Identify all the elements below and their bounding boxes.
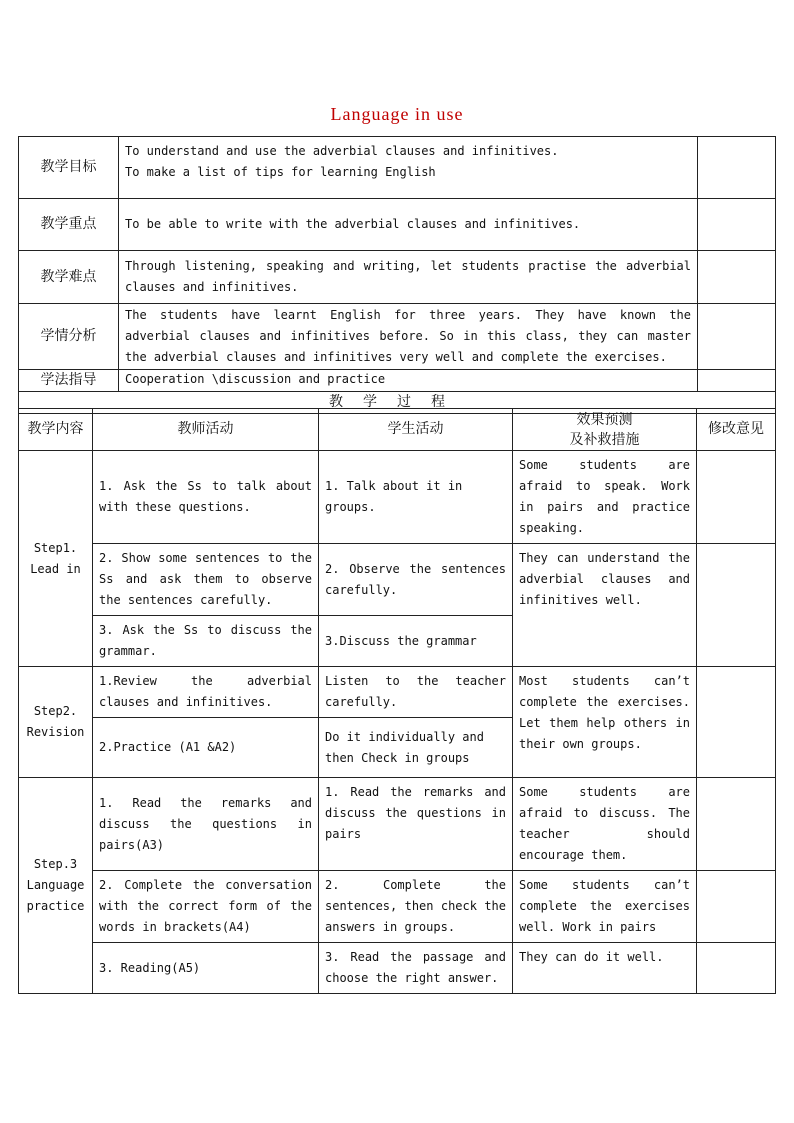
- label-method: 学法指导: [19, 370, 119, 392]
- revision-cell: [697, 871, 776, 943]
- student-activity: 3.Discuss the grammar: [319, 616, 513, 667]
- header-student: 学生活动: [319, 409, 513, 451]
- blank-cell: [698, 370, 776, 392]
- header-effect-line: 效果预测: [576, 411, 633, 428]
- key-points-text: To be able to write with the adverbial clauses and infinitives.: [119, 199, 698, 251]
- effect-note: Some students are afraid to speak. Work in pairs and practice speaking.: [513, 451, 697, 544]
- student-activity: Listen to the teacher carefully.: [319, 667, 513, 718]
- student-activity: 3. Read the passage and choose the right answer.: [319, 943, 513, 994]
- process-table: [18, 408, 776, 994]
- label-analysis: 学情分析: [19, 304, 119, 370]
- info-table: [18, 136, 776, 414]
- header-effect: [513, 409, 697, 451]
- teacher-activity: 3. Reading(A5): [93, 943, 319, 994]
- blank-cell: [698, 199, 776, 251]
- objectives-text: [119, 137, 698, 199]
- teacher-activity: 1.Review the adverbial clauses and infinitives.: [93, 667, 319, 718]
- analysis-text: The students have learnt English for three years. They have known the adverbial clauses and infinitives before. So in this class, they can master the adverbial clauses and infinitives very well and complete the exercises.: [119, 304, 698, 370]
- teacher-activity: 2.Practice (A1 &A2): [93, 718, 319, 778]
- header-revision: 修改意见: [697, 409, 776, 451]
- teacher-activity: 3. Ask the Ss to discuss the grammar.: [93, 616, 319, 667]
- blank-cell: [698, 304, 776, 370]
- blank-cell: [698, 251, 776, 304]
- revision-cell: [697, 943, 776, 994]
- objective-line: To understand and use the adverbial clauses and infinitives.: [125, 144, 559, 158]
- label-objectives: 教学目标: [19, 137, 119, 199]
- objective-line: To make a list of tips for learning English: [125, 165, 436, 179]
- student-activity: 2. Complete the sentences, then check the answers in groups.: [319, 871, 513, 943]
- step-label: Step.3 Language practice: [19, 778, 93, 994]
- header-effect-line: 及补救措施: [569, 431, 640, 448]
- header-teacher: 教师活动: [93, 409, 319, 451]
- step-label: Step2. Revision: [19, 667, 93, 778]
- difficulties-text: Through listening, speaking and writing, let students practise the adverbial clauses and infinitives.: [119, 251, 698, 304]
- student-activity: 1. Talk about it in groups.: [319, 451, 513, 544]
- student-activity: Do it individually and then Check in groups: [319, 718, 513, 778]
- student-activity: 2. Observe the sentences carefully.: [319, 544, 513, 616]
- process-banner: 教学过程: [19, 392, 776, 414]
- effect-note: Most students can’t complete the exercises. Let them help others in their own groups.: [513, 667, 697, 778]
- label-key-points: 教学重点: [19, 199, 119, 251]
- teacher-activity: 1. Ask the Ss to talk about with these questions.: [93, 451, 319, 544]
- blank-cell: [698, 137, 776, 199]
- page-title: Language in use: [330, 104, 464, 124]
- revision-cell: [697, 778, 776, 871]
- teacher-activity: 2. Complete the conversation with the correct form of the words in brackets(A4): [93, 871, 319, 943]
- teacher-activity: 2. Show some sentences to the Ss and ask them to observe the sentences carefully.: [93, 544, 319, 616]
- revision-cell: [697, 667, 776, 778]
- revision-cell: [697, 451, 776, 544]
- effect-note: Some students are afraid to discuss. The teacher should encourage them.: [513, 778, 697, 871]
- method-text: Cooperation \discussion and practice: [119, 370, 698, 392]
- step-label: Step1. Lead in: [19, 451, 93, 667]
- label-difficulties: 教学难点: [19, 251, 119, 304]
- teacher-activity: 1. Read the remarks and discuss the questions in pairs(A3): [93, 778, 319, 871]
- header-content: 教学内容: [19, 409, 93, 451]
- student-activity: 1. Read the remarks and discuss the questions in pairs: [319, 778, 513, 871]
- effect-note: They can do it well.: [513, 943, 697, 994]
- effect-note: Some students can’t complete the exercises well. Work in pairs: [513, 871, 697, 943]
- effect-note: They can understand the adverbial clauses and infinitives well.: [513, 544, 697, 667]
- revision-cell: [697, 544, 776, 667]
